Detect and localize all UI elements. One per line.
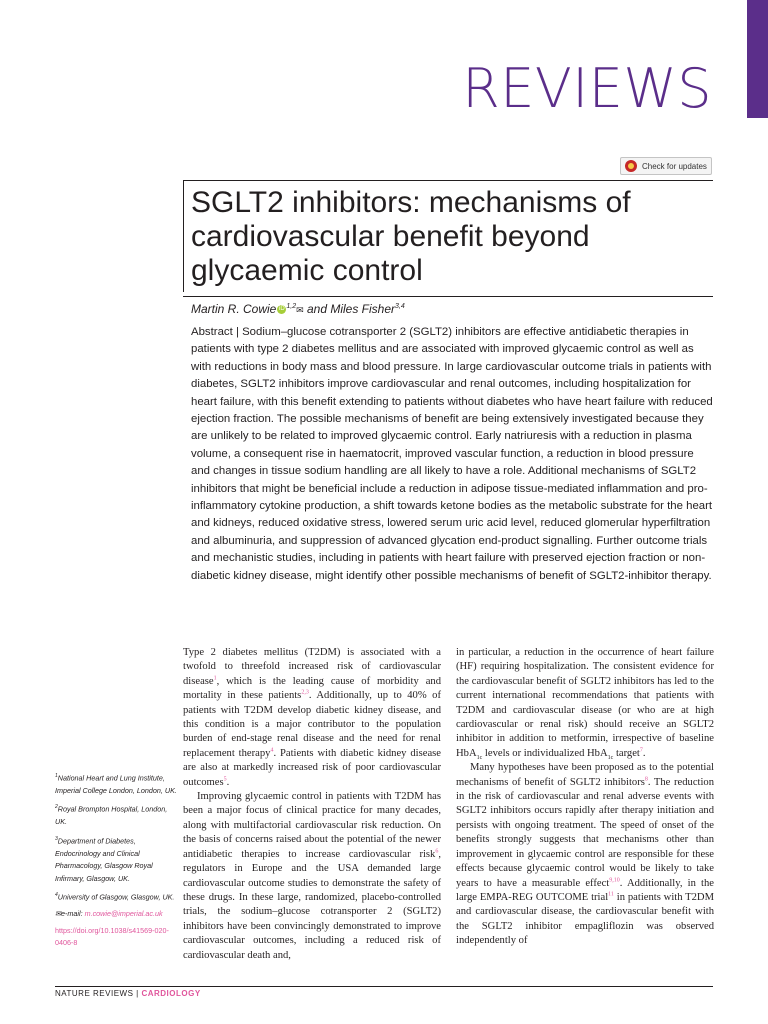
citation-link[interactable]: 9,10: [609, 876, 620, 883]
footer-prefix: NATURE REVIEWS |: [55, 989, 142, 998]
author-affiliation-ref: 1,2: [286, 303, 297, 310]
citation-link[interactable]: 8: [644, 776, 648, 783]
body-paragraph: Type 2 diabetes mellitus (T2DM) is associated with a twofold to threefold increased risk of cardiovascular disease$^1$, which is the leading cause of morbidity and mortality in these patients$^{2,3}$. Additionally, up to 40% of patients with T2DM develop diabetic kidney disease, and this condition is a major contributor to the population burden of end-stage renal disease and the need for renal replacement therapy$^4$. Patients with diabetic kidney disease are also at markedly increased risk of poor cardiovascular outcomes$^5$.: [183, 647, 441, 788]
affiliation: $^2$Royal Brompton Hospital, London, UK.: [55, 804, 168, 827]
citation-link[interactable]: 7: [639, 747, 643, 754]
body-paragraph: in particular, a reduction in the occurrence of heart failure (HF) requiring hospitalization. The consistent evidence for the cardiovascular benefit of SGLT2 inhibitors has led to the current international recommendations that patients with T2DM and cardiovascular disease (or who are at high cardiovascular or renal risk) should receive an SGLT2 inhibitor in addition to metformin, irrespective of baseline HbA$_{1c}$ levels or individualized HbA$_{1c}$ target$^7$.: [456, 647, 714, 761]
correspondence: ✉e-mail: m.cowie@imperial.ac.uk: [55, 909, 163, 919]
title-top-rule: [183, 180, 713, 181]
title-left-rule: [183, 180, 184, 292]
author-join: and Miles Fisher: [303, 302, 396, 316]
citation-link[interactable]: 6: [435, 848, 439, 855]
title-bottom-rule: [183, 296, 713, 297]
citation-link[interactable]: 5: [223, 776, 227, 783]
affiliation: $^3$Department of Diabetes, Endocrinology and Clinical Pharmacology, Glasgow Royal Infirmary, Glasgow, UK.: [55, 835, 153, 883]
subscript: 1c: [607, 754, 614, 761]
citation-link[interactable]: 1: [213, 675, 217, 682]
doi-link[interactable]: https://doi.org/10.1038/s41569-020-0406-8: [55, 925, 169, 948]
citation-link[interactable]: 2,3: [301, 689, 309, 696]
check-updates-icon: [625, 160, 637, 172]
author-line: [191, 302, 405, 316]
doi-line: [55, 925, 177, 950]
body-column-right: [456, 646, 714, 949]
envelope-icon[interactable]: ✉: [296, 305, 304, 315]
footer-rule: [55, 986, 713, 987]
body-paragraph: Many hypotheses have been proposed as to the potential mechanisms of benefit of SGLT2 inhibitors$^8$. The reduction in the risk of cardiovascular and renal adverse events with SGLT2 inhibitors occurs rapidly after therapy initiation and persists with ongoing treatment. The speed of onset of the benefits strongly suggests that mechanisms other than improvement in glycaemic control are responsible for these effects because glycaemic control would be likely to take years to have a measurable effect$^{9,10}$. Additionally, in the large EMPA-REG OUTCOME trial$^{11}$ in patients with T2DM and cardiovascular disease, the cardiovascular benefit with the SGLT2 inhibitor empagliflozin was observed independently of: [456, 762, 715, 947]
body-paragraph: Improving glycaemic control in patients with T2DM has been a major focus of clinical practice for many decades, along with multifactorial cardiovascular risk reduction. On the basis of concerns raised about the potential of the newer antidiabetic therapies to increase cardiovascular risk$^6$, regulators in Europe and the USA demanded large cardiovascular outcome studies to demonstrate the safety of these drugs. In these large, randomized, placebo-controlled trials, the sodium–glucose cotransporter 2 (SGLT2) inhibitors have been convincingly demonstrated to improve cardiovascular outcomes, including a reduced risk of cardiovascular death and,: [183, 791, 441, 961]
author-name[interactable]: Martin R. Cowie: [191, 302, 277, 316]
section-label: REVIEWS: [462, 57, 712, 120]
check-for-updates-label: Check for updates: [642, 161, 707, 171]
footer-journal: [55, 989, 201, 998]
envelope-icon: ✉: [55, 909, 62, 919]
orcid-icon[interactable]: iD: [279, 306, 285, 313]
email-link[interactable]: m.cowie@imperial.ac.uk: [84, 909, 163, 919]
subscript: 1c: [476, 754, 483, 761]
citation-link[interactable]: 11: [608, 891, 614, 898]
section-color-tab: [747, 0, 768, 118]
body-column-left: [183, 646, 441, 963]
author-affiliation-ref: 3,4: [395, 303, 405, 310]
article-title: SGLT2 inhibitors: mechanisms of cardiovascular benefit beyond glycaemic control: [191, 186, 631, 287]
check-for-updates-button[interactable]: [620, 157, 712, 175]
footer-journal-name[interactable]: CARDIOLOGY: [141, 989, 201, 998]
affiliation: $^4$University of Glasgow, Glasgow, UK.: [55, 892, 175, 902]
abstract: Abstract | Sodium–glucose cotransporter 2 (SGLT2) inhibitors are effective antidiabetic therapies in patients with type 2 diabetes mellitus and are associated with improved glycaemic control as well as with reductions in body mass and blood pressure. In large cardiovascular outcome trials in patients with diabetes, SGLT2 inhibitors improve cardiovascular and renal outcomes, including hospitalization for heart failure, with this benefit extending to patients without diabetes who have heart failure with reduced ejection fraction. The possible mechanisms of benefit are being extensively investigated because they are unlikely to be related to improved glycaemic control. Early natriuresis with a reduction in plasma volume, a consequent rise in haematocrit, improved vascular function, a reduction in blood pressure and changes in tissue sodium handling are all likely to have a role. Additional mechanisms of SGLT2 inhibitors that might be beneficial include a reduction in adipose tissue-mediated inflammation and pro-inflammatory cytokine production, a shift towards ketone bodies as the metabolic substrate for the heart and kidneys, reduced oxidative stress, lowered serum uric acid level, reduced glomerular hyperfiltration and albuminuria, and suppression of advanced glycation end-product signalling. Further outcome trials and mechanistic studies, including in patients with heart failure with preserved ejection fraction or non-diabetic kidney disease, might identify other possible mechanisms of benefit of SGLT2-inhibitor therapy.: [191, 326, 713, 582]
affiliation: $^1$National Heart and Lung Institute, Imperial College London, London, UK.: [55, 773, 177, 795]
affiliations: [55, 770, 177, 954]
citation-link[interactable]: 4: [270, 747, 274, 754]
